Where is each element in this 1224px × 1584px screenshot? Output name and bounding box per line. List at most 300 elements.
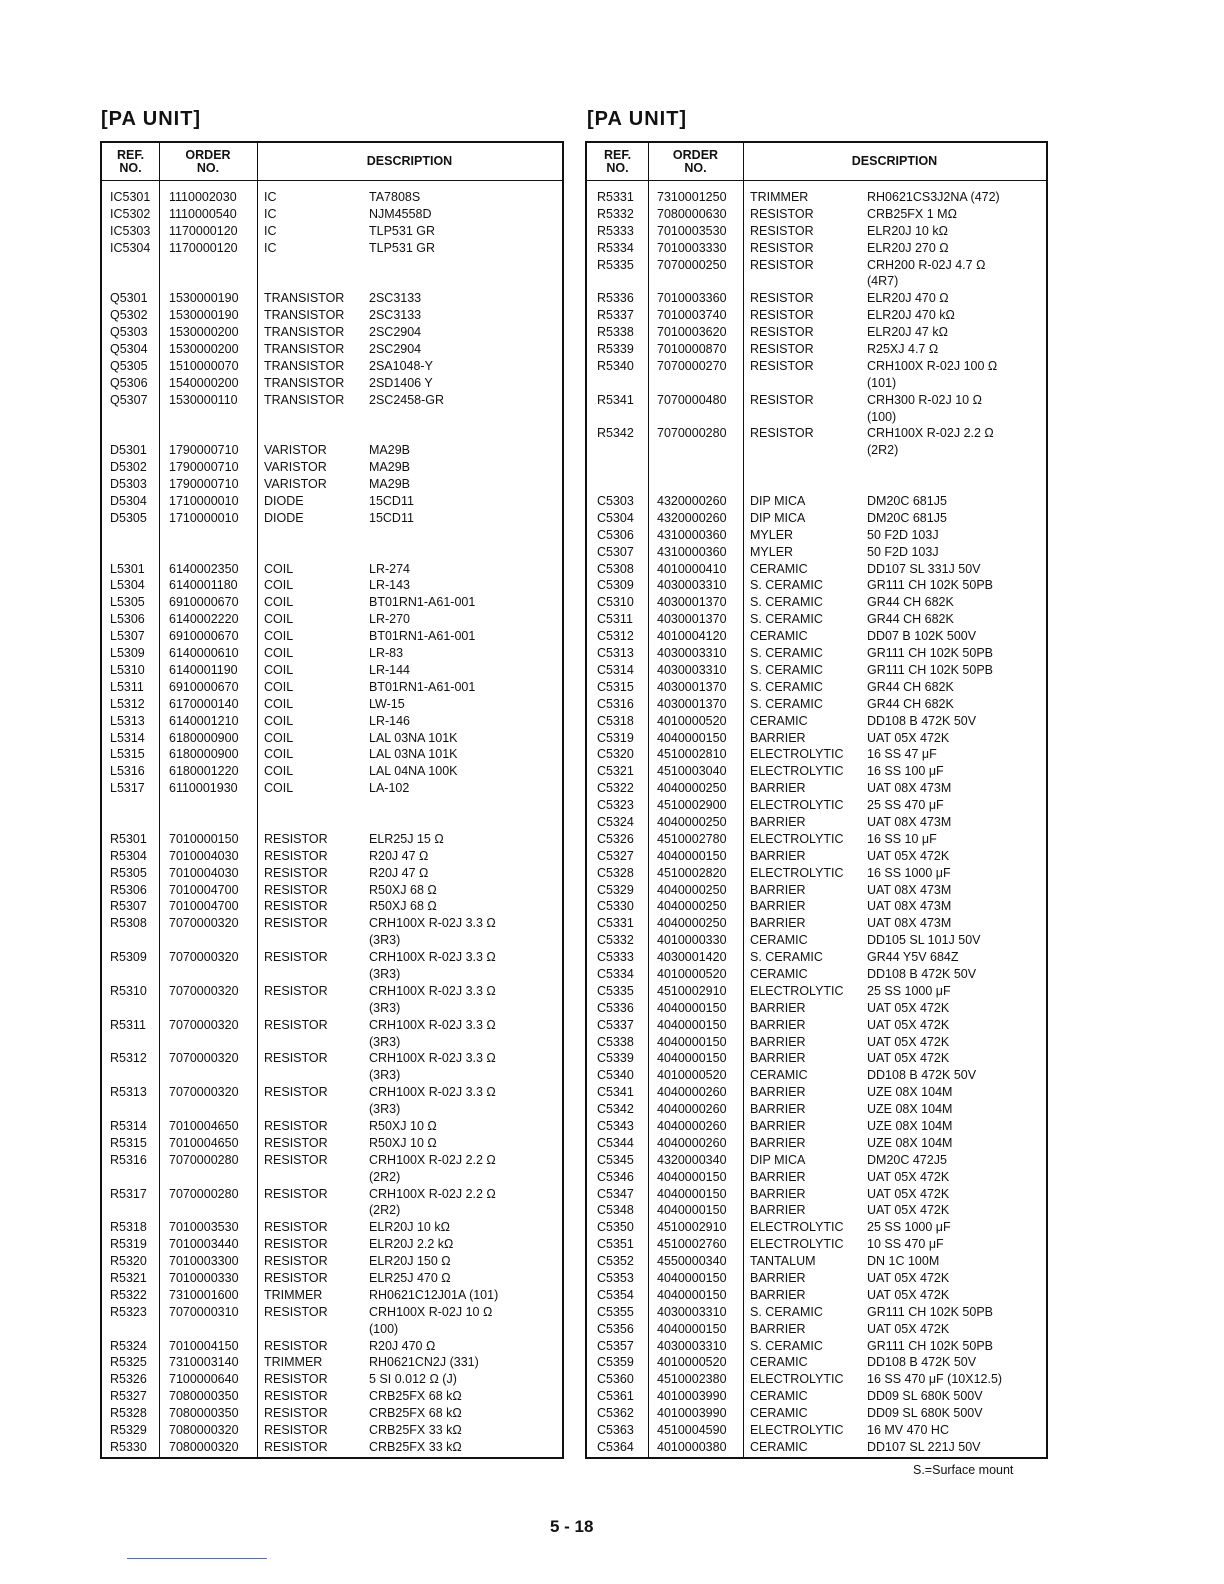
table-row — [102, 493, 562, 510]
part-type-cell: ELECTROLYTIC — [750, 831, 844, 846]
part-spec-cell: DD07 B 102K 500V — [867, 629, 977, 644]
order-no-cell: 4310000360 — [657, 527, 727, 542]
part-type-cell: VARISTOR — [264, 443, 327, 458]
ref-no-cell: L5307 — [110, 629, 145, 644]
part-spec-cell: LAL 03NA 101K — [369, 747, 458, 762]
part-type-cell: RESISTOR — [264, 1237, 328, 1252]
ref-no-cell: R5323 — [110, 1304, 147, 1319]
ref-no-cell: L5306 — [110, 612, 145, 627]
order-no-cell: 7010004700 — [169, 899, 239, 914]
table-row — [587, 949, 1046, 966]
part-spec-cell: GR111 CH 102K 50PB — [867, 662, 993, 677]
part-spec-cell: (100) — [369, 1321, 399, 1336]
part-spec-cell: CRH100X R-02J 2.2 Ω — [369, 1186, 496, 1201]
ref-no-cell: R5328 — [110, 1406, 147, 1421]
part-spec-cell: 16 MV 470 HC — [867, 1423, 949, 1438]
ref-no-cell: R5339 — [597, 342, 634, 357]
order-no-cell: 4010000520 — [657, 713, 727, 728]
order-no-cell: 1530000190 — [169, 291, 239, 306]
part-type-cell: CERAMIC — [750, 629, 808, 644]
table-row — [587, 442, 1046, 459]
table-row — [587, 1202, 1046, 1219]
part-spec-cell: DD108 B 472K 50V — [867, 966, 977, 981]
table-row — [587, 1219, 1046, 1236]
table-row — [587, 358, 1046, 375]
order-no-cell: 4030001370 — [657, 612, 727, 627]
part-type-cell: RESISTOR — [264, 1085, 328, 1100]
table-row — [587, 915, 1046, 932]
part-type-cell: CERAMIC — [750, 713, 808, 728]
part-spec-cell: RH0621C12J01A (101) — [369, 1287, 499, 1302]
part-type-cell: RESISTOR — [264, 865, 328, 880]
part-spec-cell: CRH100X R-02J 2.2 Ω — [369, 1152, 496, 1167]
part-type-cell: ELECTROLYTIC — [750, 1372, 844, 1387]
table-row — [102, 1118, 562, 1135]
part-type-cell: COIL — [264, 696, 294, 711]
part-spec-cell: MA29B — [369, 460, 410, 475]
order-no-cell: 4510002380 — [657, 1372, 727, 1387]
order-no-cell: 4040000250 — [657, 899, 727, 914]
part-type-cell: RESISTOR — [264, 1406, 328, 1421]
ref-no-cell: IC5301 — [110, 190, 151, 204]
ref-no-cell: C5329 — [597, 882, 634, 897]
table-row — [102, 713, 562, 730]
part-type-cell: CERAMIC — [750, 1439, 808, 1454]
part-spec-cell: ELR20J 150 Ω — [369, 1254, 451, 1269]
table-row — [587, 1135, 1046, 1152]
ref-no-header: REF. NO. — [116, 147, 145, 175]
part-type-cell: RESISTOR — [264, 1389, 328, 1404]
table-row — [102, 1101, 562, 1118]
ref-no-cell: C5311 — [597, 612, 633, 627]
part-type-cell: RESISTOR — [750, 392, 814, 407]
table-row — [587, 189, 1046, 206]
ref-no-cell: C5319 — [597, 730, 634, 745]
part-spec-cell: CRH100X R-02J 10 Ω — [369, 1304, 493, 1319]
ref-no-cell: C5315 — [597, 679, 634, 694]
ref-no-cell: C5351 — [597, 1237, 634, 1252]
part-spec-cell: DD107 SL 331J 50V — [867, 561, 981, 576]
part-type-cell: BARRIER — [750, 848, 806, 863]
part-spec-cell: 16 SS 470 μF (10X12.5) — [867, 1372, 1003, 1387]
ref-no-cell: C5326 — [597, 831, 634, 846]
part-type-cell: RESISTOR — [264, 1372, 328, 1387]
ref-no-cell: R5342 — [597, 426, 634, 441]
part-type-cell: CERAMIC — [750, 1406, 808, 1421]
part-spec-cell: 16 SS 1000 μF — [867, 865, 951, 880]
order-no-cell: 1510000070 — [169, 358, 239, 373]
ref-no-cell: R5331 — [597, 190, 634, 204]
right-parts-table — [585, 141, 1048, 1459]
order-no-cell: 6180000900 — [169, 730, 239, 745]
order-no-cell: 4040000150 — [657, 1203, 727, 1218]
part-spec-cell: ELR20J 10 kΩ — [369, 1220, 450, 1235]
ref-no-cell: C5337 — [597, 1017, 634, 1032]
order-no-cell: 7010003330 — [657, 240, 727, 255]
table-row — [102, 1067, 562, 1084]
order-no-cell: 7070000320 — [169, 1085, 239, 1100]
part-spec-cell: CRH100X R-02J 3.3 Ω — [369, 950, 496, 965]
table-row — [102, 577, 562, 594]
part-spec-cell: LA-102 — [369, 781, 410, 796]
part-spec-cell: R50XJ 68 Ω — [369, 899, 437, 914]
ref-no-cell: L5304 — [110, 578, 145, 593]
part-spec-cell: CRH100X R-02J 3.3 Ω — [369, 1051, 496, 1066]
part-type-cell: RESISTOR — [264, 1254, 328, 1269]
part-spec-cell: UAT 05X 472K — [867, 1321, 950, 1336]
ref-no-cell: R5315 — [110, 1135, 147, 1150]
order-no-cell: 7080000350 — [169, 1389, 239, 1404]
part-type-cell: RESISTOR — [750, 223, 814, 238]
ref-no-cell: C5334 — [597, 966, 634, 981]
part-type-cell: VARISTOR — [264, 460, 327, 475]
table-row — [587, 966, 1046, 983]
table-row — [587, 1422, 1046, 1439]
ref-no-cell: C5364 — [597, 1439, 634, 1454]
table-row — [587, 1287, 1046, 1304]
order-no-cell: 1530000200 — [169, 325, 239, 340]
part-spec-cell: UAT 05X 472K — [867, 1271, 950, 1285]
ref-no-cell: R5312 — [110, 1051, 147, 1066]
ref-no-cell: C5333 — [597, 950, 634, 965]
part-spec-cell: 16 SS 47 μF — [867, 747, 937, 762]
ref-no-cell: IC5304 — [110, 240, 151, 255]
table-row — [102, 1371, 562, 1388]
ref-no-cell: C5331 — [597, 916, 634, 931]
part-spec-cell: 2SC3133 — [369, 291, 422, 306]
part-type-cell: BARRIER — [750, 916, 806, 931]
order-no-cell: 7010000330 — [169, 1271, 239, 1285]
order-no-cell: 7080000350 — [169, 1406, 239, 1421]
order-no-cell: 1540000200 — [169, 375, 239, 390]
part-spec-cell: 50 F2D 103J — [867, 527, 939, 542]
table-row — [587, 679, 1046, 696]
table-row — [102, 1017, 562, 1034]
ref-no-cell: R5321 — [110, 1271, 147, 1285]
part-spec-cell: (3R3) — [369, 1068, 401, 1083]
part-spec-cell: 25 SS 1000 μF — [867, 1220, 951, 1235]
part-type-cell: TRANSISTOR — [264, 392, 345, 407]
part-spec-cell: UAT 05X 472K — [867, 1186, 950, 1201]
ref-no-cell: L5301 — [110, 561, 145, 576]
part-spec-cell: 2SC2904 — [369, 342, 422, 357]
part-type-cell: BARRIER — [750, 1186, 806, 1201]
order-no-cell: 4030003310 — [657, 578, 727, 593]
order-no-cell: 7080000320 — [169, 1439, 239, 1454]
part-type-cell: RESISTOR — [264, 950, 328, 965]
ref-no-cell: C5332 — [597, 933, 634, 948]
order-no-cell: 4040000150 — [657, 1186, 727, 1201]
part-spec-cell: MA29B — [369, 443, 410, 458]
part-spec-cell: 16 SS 100 μF — [867, 764, 944, 779]
part-type-cell: ELECTROLYTIC — [750, 1237, 844, 1252]
order-no-cell: 7070000280 — [657, 426, 727, 441]
part-type-cell: ELECTROLYTIC — [750, 1423, 844, 1438]
order-no-cell: 7010003300 — [169, 1254, 239, 1269]
table-row — [587, 932, 1046, 949]
right-unit-title: [PA UNIT] — [587, 108, 688, 130]
part-spec-cell: DD105 SL 101J 50V — [867, 933, 981, 948]
ref-no-cell: IC5302 — [110, 206, 151, 221]
part-type-cell: BARRIER — [750, 1271, 806, 1285]
part-type-cell: COIL — [264, 662, 294, 677]
table-row — [587, 730, 1046, 747]
part-type-cell: DIP MICA — [750, 494, 806, 509]
order-no-cell: 7310001600 — [169, 1287, 239, 1302]
order-no-cell: 6140001190 — [169, 662, 238, 677]
part-spec-cell: UAT 05X 472K — [867, 848, 950, 863]
part-spec-cell: (3R3) — [369, 933, 401, 948]
ref-no-cell: R5307 — [110, 899, 147, 914]
table-row — [102, 1202, 562, 1219]
order-no-cell: 6910000670 — [169, 679, 239, 694]
part-spec-cell: (3R3) — [369, 1102, 401, 1117]
table-row — [102, 442, 562, 459]
part-spec-cell: 25 SS 1000 μF — [867, 983, 951, 998]
part-spec-cell: UZE 08X 104M — [867, 1118, 953, 1133]
order-no-cell: 1170000120 — [169, 223, 238, 238]
part-type-cell: BARRIER — [750, 1034, 806, 1049]
order-no-cell: 4510002810 — [657, 747, 727, 762]
part-type-cell: COIL — [264, 595, 294, 610]
ref-no-header: REF. NO. — [603, 147, 632, 175]
ref-no-cell: C5304 — [597, 510, 634, 525]
table-row — [102, 1287, 562, 1304]
order-no-cell: 4030001370 — [657, 595, 727, 610]
order-no-cell: 7010003530 — [657, 223, 727, 238]
table-row — [102, 594, 562, 611]
order-no-cell: 4040000250 — [657, 814, 727, 829]
ref-no-cell: R5314 — [110, 1118, 147, 1133]
table-row — [587, 1067, 1046, 1084]
table-row — [102, 645, 562, 662]
part-spec-cell: 2SC2458-GR — [369, 392, 445, 407]
part-type-cell: RESISTOR — [264, 1220, 328, 1235]
part-type-cell: RESISTOR — [750, 257, 814, 272]
order-no-cell: 7010003440 — [169, 1237, 239, 1252]
ref-no-cell: R5335 — [597, 257, 634, 272]
part-spec-cell: ELR20J 10 kΩ — [867, 223, 948, 238]
order-no-cell: 4550000340 — [657, 1254, 727, 1269]
ref-no-cell: C5308 — [597, 561, 634, 576]
part-type-cell: S. CERAMIC — [750, 612, 823, 627]
table-row — [102, 409, 562, 426]
table-row — [102, 797, 562, 814]
ref-no-cell: D5301 — [110, 443, 147, 458]
part-type-cell: ELECTROLYTIC — [750, 983, 844, 998]
ref-no-cell: C5307 — [597, 544, 634, 559]
order-no-cell: 4040000260 — [657, 1102, 727, 1117]
order-no-cell: 4040000150 — [657, 730, 727, 745]
part-spec-cell: CRH100X R-02J 2.2 Ω — [867, 426, 994, 441]
part-spec-cell: 2SC2904 — [369, 325, 422, 340]
table-row — [587, 307, 1046, 324]
table-row — [102, 1000, 562, 1017]
ref-no-cell: L5314 — [110, 730, 145, 745]
part-type-cell: RESISTOR — [264, 1051, 328, 1066]
ref-no-cell: Q5303 — [110, 325, 148, 340]
table-row — [587, 1101, 1046, 1118]
part-type-cell: RESISTOR — [264, 1135, 328, 1150]
table-row — [587, 273, 1046, 290]
order-no-cell: 1110002030 — [169, 190, 237, 204]
order-no-cell: 7070000270 — [657, 358, 727, 373]
part-spec-cell: ELR20J 470 Ω — [867, 291, 949, 306]
part-type-cell: S. CERAMIC — [750, 679, 823, 694]
table-row — [102, 746, 562, 763]
part-type-cell: TRIMMER — [750, 190, 809, 204]
part-type-cell: ELECTROLYTIC — [750, 798, 844, 813]
table-row — [587, 898, 1046, 915]
table-row — [587, 425, 1046, 442]
table-row — [102, 1050, 562, 1067]
table-row — [102, 848, 562, 865]
ref-no-cell: C5360 — [597, 1372, 634, 1387]
ref-no-cell: L5317 — [110, 781, 145, 796]
table-row — [102, 307, 562, 324]
table-row — [102, 1186, 562, 1203]
ref-no-cell: C5363 — [597, 1423, 634, 1438]
table-row — [102, 611, 562, 628]
table-row — [587, 1186, 1046, 1203]
part-type-cell: RESISTOR — [264, 882, 328, 897]
order-no-cell: 7080000630 — [657, 206, 727, 221]
order-no-cell: 4030003310 — [657, 1338, 727, 1353]
part-type-cell: COIL — [264, 629, 294, 644]
description-header: DESCRIPTION — [851, 154, 938, 168]
part-spec-cell: UAT 05X 472K — [867, 1017, 950, 1032]
part-type-cell: RESISTOR — [264, 848, 328, 863]
part-type-cell: TRANSISTOR — [264, 358, 345, 373]
part-type-cell: S. CERAMIC — [750, 1338, 823, 1353]
part-type-cell: DIP MICA — [750, 1152, 806, 1167]
part-type-cell: IC — [264, 206, 277, 221]
part-spec-cell: (3R3) — [369, 1000, 401, 1015]
order-no-cell: 7010003360 — [657, 291, 727, 306]
part-type-cell: TRANSISTOR — [264, 342, 345, 357]
order-no-cell: 4030001420 — [657, 950, 727, 965]
ref-no-cell: R5309 — [110, 950, 147, 965]
ref-no-cell: C5330 — [597, 899, 634, 914]
ref-no-cell: C5323 — [597, 798, 634, 813]
table-row — [587, 257, 1046, 274]
part-spec-cell: TA7808S — [369, 190, 421, 204]
part-type-cell: ELECTROLYTIC — [750, 764, 844, 779]
part-type-cell: S. CERAMIC — [750, 646, 823, 661]
order-no-cell: 4510002820 — [657, 865, 727, 880]
ref-no-cell: C5342 — [597, 1102, 634, 1117]
part-type-cell: S. CERAMIC — [750, 1304, 823, 1319]
part-spec-cell: R50XJ 10 Ω — [369, 1135, 437, 1150]
part-spec-cell: CRH100X R-02J 100 Ω — [867, 358, 998, 373]
ref-no-cell: R5333 — [597, 223, 634, 238]
order-no-header: ORDER NO. — [672, 147, 719, 175]
table-row — [102, 561, 562, 578]
part-spec-cell: LR-270 — [369, 612, 410, 627]
part-spec-cell: 25 SS 470 μF — [867, 798, 944, 813]
part-spec-cell: UZE 08X 104M — [867, 1085, 953, 1100]
order-no-cell: 1790000710 — [169, 460, 239, 475]
order-no-cell: 4030003310 — [657, 662, 727, 677]
table-row — [102, 1422, 562, 1439]
order-no-cell: 4010000410 — [657, 561, 727, 576]
table-row — [102, 1135, 562, 1152]
page-number: 5 - 18 — [550, 1517, 594, 1536]
order-no-cell: 4010000330 — [657, 933, 727, 948]
part-spec-cell: R20J 470 Ω — [369, 1338, 436, 1353]
table-row — [102, 814, 562, 831]
order-no-cell: 4040000150 — [657, 848, 727, 863]
order-no-cell: 4010003990 — [657, 1389, 727, 1404]
part-type-cell: RESISTOR — [264, 831, 328, 846]
ref-no-cell: C5312 — [597, 629, 634, 644]
part-spec-cell: (2R2) — [867, 443, 899, 458]
order-no-cell: 4040000150 — [657, 1321, 727, 1336]
part-spec-cell: BT01RN1-A61-001 — [369, 629, 476, 644]
part-type-cell: TRANSISTOR — [264, 308, 345, 323]
part-spec-cell: GR111 CH 102K 50PB — [867, 578, 993, 593]
order-no-cell: 6910000670 — [169, 595, 239, 610]
ref-no-cell: R5306 — [110, 882, 147, 897]
table-row — [102, 932, 562, 949]
part-spec-cell: GR44 CH 682K — [867, 595, 954, 610]
part-spec-cell: TLP531 GR — [369, 223, 436, 238]
ref-no-cell: R5325 — [110, 1355, 147, 1370]
part-type-cell: RESISTOR — [750, 291, 814, 306]
part-type-cell: VARISTOR — [264, 477, 327, 492]
ref-no-cell: C5340 — [597, 1068, 634, 1083]
part-spec-cell: NJM4558D — [369, 206, 432, 221]
part-type-cell: RESISTOR — [264, 916, 328, 931]
ref-no-cell: C5356 — [597, 1321, 634, 1336]
table-row — [587, 696, 1046, 713]
order-no-cell: 1790000710 — [169, 477, 239, 492]
ref-no-cell: C5321 — [597, 764, 634, 779]
ref-no-cell: L5305 — [110, 595, 145, 610]
surface-mount-legend: S.=Surface mount — [913, 1463, 1014, 1477]
part-type-cell: RESISTOR — [264, 1152, 328, 1167]
part-spec-cell: 10 SS 470 μF — [867, 1237, 944, 1252]
table-row — [102, 1253, 562, 1270]
part-spec-cell: 5 SI 0.012 Ω (J) — [369, 1372, 457, 1387]
part-type-cell: TRANSISTOR — [264, 291, 345, 306]
part-type-cell: DIP MICA — [750, 510, 806, 525]
part-spec-cell: ELR20J 47 kΩ — [867, 325, 948, 340]
part-spec-cell: GR44 Y5V 684Z — [867, 950, 959, 965]
part-spec-cell: ELR20J 470 kΩ — [867, 308, 955, 323]
order-no-cell: 1110000540 — [169, 206, 237, 221]
part-type-cell: COIL — [264, 713, 294, 728]
table-row — [102, 1304, 562, 1321]
table-row — [587, 1017, 1046, 1034]
order-no-cell: 7100000640 — [169, 1372, 239, 1387]
ref-no-cell: R5330 — [110, 1439, 147, 1454]
part-type-cell: RESISTOR — [264, 1423, 328, 1438]
table-row — [102, 223, 562, 240]
table-row — [102, 628, 562, 645]
part-spec-cell: R20J 47 Ω — [369, 848, 429, 863]
order-no-cell: 7070000310 — [169, 1304, 239, 1319]
table-row — [587, 645, 1046, 662]
table-row — [587, 1034, 1046, 1051]
part-spec-cell: R20J 47 Ω — [369, 865, 429, 880]
ref-no-cell: C5341 — [597, 1085, 634, 1100]
order-no-cell: 6180000900 — [169, 747, 239, 762]
part-type-cell: RESISTOR — [264, 1271, 328, 1285]
part-type-cell: TRANSISTOR — [264, 325, 345, 340]
ref-no-cell: R5338 — [597, 325, 634, 340]
ref-no-cell: C5324 — [597, 814, 634, 829]
